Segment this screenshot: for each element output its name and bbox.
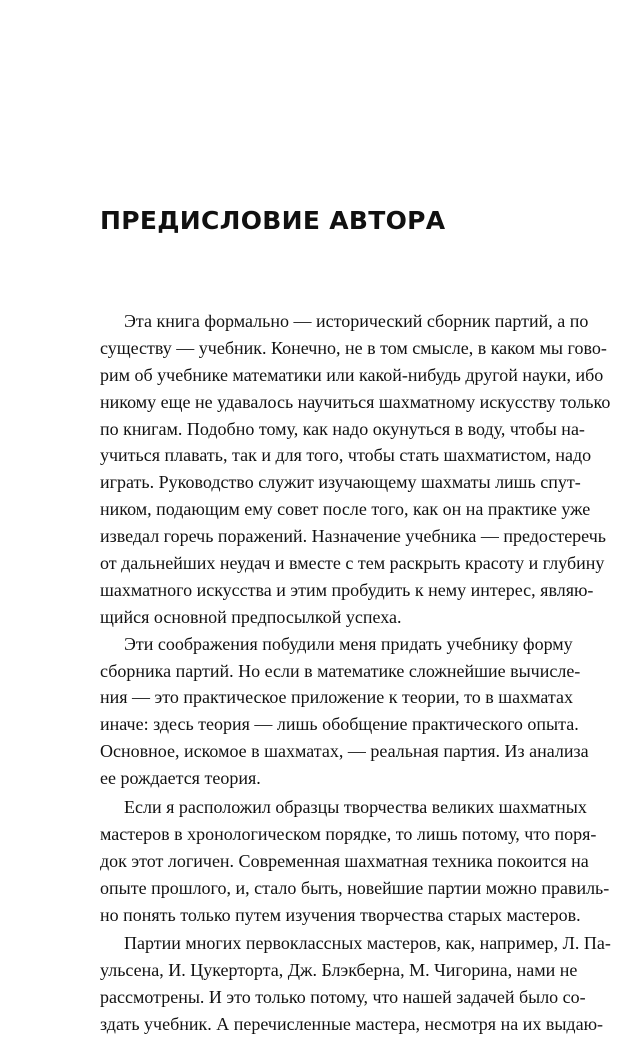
text-line: Партии многих первоклассных мастеров, как, например, Л. Па- (124, 933, 611, 954)
text-line: здать учебник. А перечисленные мастера, несмотря на их выдаю- (100, 1014, 604, 1035)
text-line: иначе: здесь теория — лишь обобщение практического опыта. (100, 714, 579, 735)
text-line: никому еще не удавалось научиться шахматному искусству только (100, 391, 611, 412)
chapter-heading: ПРЕДИСЛОВИЕ АВТОРА (100, 206, 446, 235)
text-line: учиться плавать, так и для того, чтобы стать шахматистом, надо (100, 445, 592, 466)
text-line: мастеров в хронологическом порядке, то лишь потому, что поря- (100, 823, 597, 844)
text-line: изведал горечь поражений. Назначение учебника — предостеречь (100, 526, 606, 547)
text-line: существу — учебник. Конечно, не в том смысле, в каком мы гово- (100, 337, 607, 358)
text-line: Если я расположил образцы творчества великих шахматных (124, 797, 587, 818)
chapter-body (100, 308, 611, 1038)
text-line: но понять только путем изучения творчества старых мастеров. (100, 904, 581, 925)
text-line: ульсена, И. Цукерторта, Дж. Блэкберна, М. Чигорина, нами не (100, 960, 578, 981)
text-line: Эта книга формально — исторический сборник партий, а по (124, 311, 589, 331)
text-line: ее рождается теория. (100, 768, 261, 789)
paragraph (100, 794, 610, 928)
text-line: опыте прошлого, и, стало быть, новейшие партии можно правиль- (100, 877, 610, 898)
paragraph (100, 308, 611, 631)
text-line: Эти соображения побудили меня придать учебнику форму (124, 633, 573, 654)
paragraph (100, 631, 589, 792)
text-line: Основное, искомое в шахматах, — реальная партия. Из анализа (100, 741, 589, 762)
text-line: от дальнейших неудач и вместе с тем раскрыть красоту и глубину (100, 553, 605, 574)
text-line: ния — это практическое приложение к теории, то в шахматах (100, 687, 574, 708)
text-line: рассмотрены. И это только потому, что нашей задачей было со- (100, 987, 586, 1008)
text-line: играть. Руководство служит изучающему шахматы лишь спут- (100, 472, 581, 493)
text-line: док этот логичен. Современная шахматная техника покоится на (100, 850, 589, 871)
text-line: рим об учебнике математики или какой-нибудь другой науки, ибо (100, 364, 604, 385)
paragraph (100, 930, 611, 1038)
text-line: шахматного искусства и этим пробудить к нему интерес, являю- (100, 579, 594, 600)
text-line: щийся основной предпосылкой успеха. (100, 606, 402, 627)
text-line: ником, подающим ему совет после того, как он на практике уже (100, 499, 591, 520)
text-line: сборника партий. Но если в математике сложнейшие вычисле- (100, 660, 581, 681)
text-line: по книгам. Подобно тому, как надо окунуться в воду, чтобы на- (100, 418, 585, 439)
